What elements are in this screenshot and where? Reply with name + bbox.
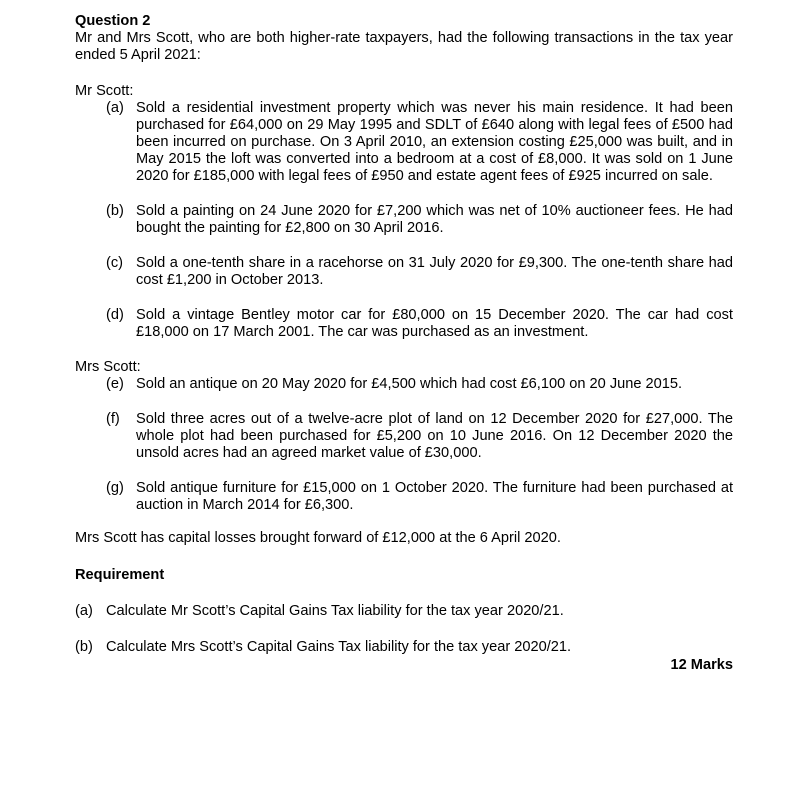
- item-label: (e): [106, 376, 124, 392]
- item-label: (c): [106, 255, 124, 271]
- mr-scott-transactions: [75, 100, 733, 341]
- requirement-item: [75, 639, 733, 656]
- item-label: (g): [106, 480, 124, 496]
- requirement-label: (a): [75, 603, 93, 619]
- item-label: (f): [106, 411, 120, 427]
- mr-scott-heading: Mr Scott:: [75, 83, 134, 99]
- item-text: Sold a one-tenth share in a racehorse on 31 July 2020 for £9,300. The one-tenth share had cost £1,200 in October 2013.: [136, 255, 733, 288]
- mrs-scott-transactions: [75, 376, 733, 514]
- item-text: Sold an antique on 20 May 2020 for £4,500 which had cost £6,100 on 20 June 2015.: [136, 376, 683, 392]
- question-title: Question 2: [75, 13, 151, 29]
- requirement-item: [75, 603, 733, 620]
- transaction-item: [106, 203, 733, 237]
- item-text: Sold a vintage Bentley motor car for £80,000 on 15 December 2020. The car had cost £18,000 on 17 March 2001. The car was purchased as an investment.: [136, 307, 733, 340]
- item-text: Sold antique furniture for £15,000 on 1 October 2020. The furniture had been purchased at auction in March 2014 for £6,300.: [136, 480, 733, 513]
- mrs-scott-heading: Mrs Scott:: [75, 359, 141, 375]
- requirement-text: Calculate Mr Scott’s Capital Gains Tax liability for the tax year 2020/21.: [106, 603, 564, 619]
- item-label: (d): [106, 307, 124, 323]
- transaction-item: [106, 376, 733, 393]
- item-text: Sold three acres out of a twelve-acre plot of land on 12 December 2020 for £27,000. The whole plot had been purchased for £5,200 on 10 June 2016. On 12 December 2020 the unsold acres had an agreed market value of £30,000.: [136, 411, 733, 461]
- requirement-label: (b): [75, 639, 93, 655]
- item-text: Sold a painting on 24 June 2020 for £7,200 which was net of 10% auctioneer fees. He had bought the painting for £2,800 on 30 April 2016.: [136, 203, 733, 236]
- item-label: (a): [106, 100, 124, 116]
- transaction-item: [106, 100, 733, 185]
- transaction-item: [106, 411, 733, 462]
- marks-total: 12 Marks: [670, 657, 733, 673]
- question-document: [75, 13, 733, 674]
- capital-losses-note: Mrs Scott has capital losses brought forward of £12,000 at the 6 April 2020.: [75, 530, 561, 546]
- question-intro: Mr and Mrs Scott, who are both higher-rate taxpayers, had the following transactions in the tax year ended 5 April 2021:: [75, 30, 733, 63]
- item-label: (b): [106, 203, 124, 219]
- transaction-item: [106, 255, 733, 289]
- transaction-item: [106, 307, 733, 341]
- requirement-heading: Requirement: [75, 567, 165, 583]
- transaction-item: [106, 480, 733, 514]
- item-text: Sold a residential investment property which was never his main residence. It had been purchased for £64,000 on 29 May 1995 and SDLT of £640 along with legal fees of £500 had been incurred on purchase. On 3 April 2010, an extension costing £25,000 was built, and in May 2015 the loft was converted into a bedroom at a cost of £8,000. It was sold on 1 June 2020 for £185,000 with legal fees of £950 and estate agent fees of £925 incurred on sale.: [136, 100, 733, 184]
- requirement-text: Calculate Mrs Scott’s Capital Gains Tax liability for the tax year 2020/21.: [106, 639, 572, 655]
